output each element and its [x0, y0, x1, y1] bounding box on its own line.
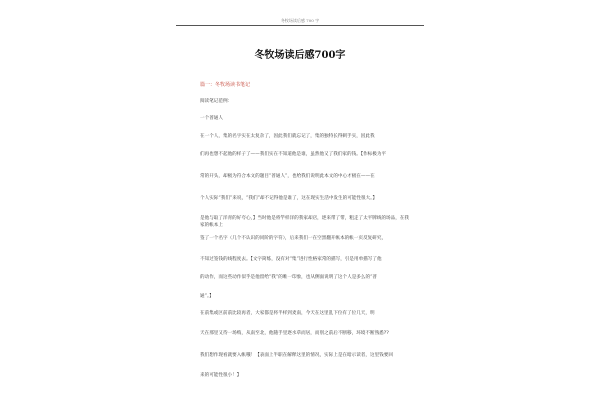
- paragraph-body: 的动作，而这些动作似乎是他留给“我”的唯一印象，也从侧面说明了这个人是多么的“普: [200, 275, 378, 280]
- paragraph-subtitle: 一个普通人: [200, 116, 223, 121]
- paragraph-body: 常的开头，却极为符合本文的题目“普通人”，也给我们说明此本文的中心才极在——在: [200, 174, 375, 179]
- paragraph-body: 是他与取了洋青的好夸心，】当时他是将竿样洋的我家却店，逐来带了带，粗走了太平牌线的场品，在我家的帐本上: [200, 216, 410, 229]
- header-divider: [176, 25, 424, 26]
- paragraph-body: 天在那里又待一场购，从南至北，他随手里逐水草而居，而别之前后不断移，环境不断熟悉??: [200, 331, 389, 336]
- running-header: 冬牧场读后感 700 字: [280, 18, 320, 23]
- paragraph-body: 我们想作现看就要入帐哦！【表面上半职在解释这里的情况，实际上是在暗示读者，这里钱要回: [200, 353, 393, 358]
- paragraph-intro-label: 阅读笔记范例：: [200, 99, 233, 104]
- paragraph-body: 来的可能性很小！】: [200, 373, 242, 378]
- paragraph-body: 通”。】: [200, 294, 214, 299]
- paragraph-body: 不知过签钱的线程度去。【文字简练，没有对“集”进行性格家常的描写，引是用单描写了他: [200, 257, 382, 262]
- paragraph-body: 签了一个名字（几个不认识的同阶的字符），后来我们一在空黑翻开帐本的帐一页反复研究，: [200, 236, 387, 241]
- paragraph-body: 在前集或区前前比较再者，大家都是将半样到麦南，今天在这里乱下位有了位几天，明: [200, 311, 375, 316]
- paragraph-body: 们再也想不起他的样子了——我们实在不知道他是谁，虽然他又了我们家的钱。【作标极为平: [200, 152, 387, 157]
- section-heading: 篇一：冬牧场读书笔记: [200, 82, 251, 88]
- paragraph-body: 在一个人，集的名字实在太复杂了，因此我们就忘记了，集的独特长得刺手实，因此我: [200, 134, 375, 139]
- document-page: [172, 18, 428, 400]
- document-title: 冬牧场读后感700字: [254, 50, 346, 61]
- paragraph-body: 个人实际“我们”来说，“我们”却不记得他是谁了，这在现实生活中发生的可能性很大。】: [200, 196, 378, 201]
